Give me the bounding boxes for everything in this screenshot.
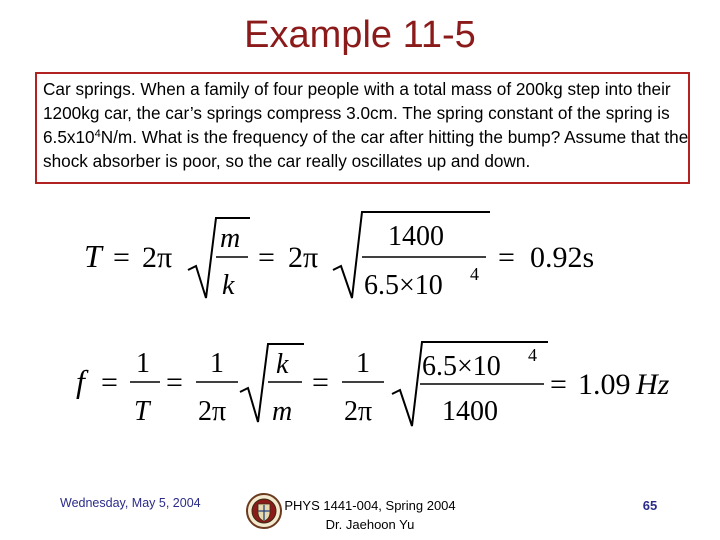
eq1-denominator-base: 6.5×10	[364, 270, 443, 301]
eq2-result-value: 1.09	[578, 368, 631, 401]
problem-exponent: 4	[94, 128, 101, 140]
footer-date: Wednesday, May 5, 2004	[60, 496, 201, 510]
problem-text-part2: N/m. What is the frequency of the car after hitting the bump? Assume that the shock absorber is poor, so the car really oscillates up and down.	[43, 127, 689, 171]
eq2-denominator: 1400	[442, 396, 498, 427]
eq1-equals-1: =	[113, 241, 130, 274]
eq1-two-pi-1: 2π	[142, 241, 173, 274]
eq2-one-3: 1	[356, 348, 370, 379]
eq1-denominator-exp: 4	[470, 264, 479, 284]
eq1-result: 0.92s	[530, 241, 595, 274]
eq2-numerator-exp: 4	[528, 345, 537, 365]
eq2-T: T	[134, 396, 150, 427]
eq2-m: m	[272, 396, 293, 427]
eq1-two-pi-2: 2π	[288, 241, 319, 274]
equation-frequency	[76, 342, 670, 427]
eq2-one-2: 1	[210, 348, 224, 379]
eq1-k: k	[222, 270, 235, 301]
slide-title: Example 11-5	[244, 14, 476, 56]
eq2-equals-3: =	[312, 366, 329, 399]
eq2-k: k	[276, 349, 289, 380]
eq2-two-pi-2: 2π	[344, 396, 373, 427]
page-number: 65	[642, 498, 658, 513]
eq2-f: f	[76, 363, 85, 399]
equation-period	[84, 212, 594, 301]
eq1-numerator: 1400	[388, 221, 444, 252]
eq2-equals-1: =	[101, 366, 118, 399]
footer-course: PHYS 1441-004, Spring 2004	[284, 498, 456, 513]
eq2-one-1: 1	[136, 348, 150, 379]
eq2-numerator-base: 6.5×10	[422, 351, 501, 382]
eq2-equals-2: =	[166, 366, 183, 399]
eq1-equals-3: =	[498, 241, 515, 274]
eq1-T: T	[84, 238, 102, 274]
eq1-m: m	[220, 223, 241, 254]
eq1-radical-1	[188, 218, 250, 298]
eq2-result-unit: Hz	[636, 368, 670, 401]
problem-text-part1: Car springs. When a family of four people with a total mass of 200kg step into their 1200kg car, the car’s springs compress 3.0cm. The spring constant of the spring is 6.5x10	[43, 79, 671, 147]
eq2-two-pi-1: 2π	[198, 396, 227, 427]
footer-course-info	[275, 496, 465, 534]
eq2-equals-4: =	[550, 368, 567, 401]
eq1-equals-2: =	[258, 241, 275, 274]
footer-instructor: Dr. Jaehoon Yu	[325, 517, 415, 532]
